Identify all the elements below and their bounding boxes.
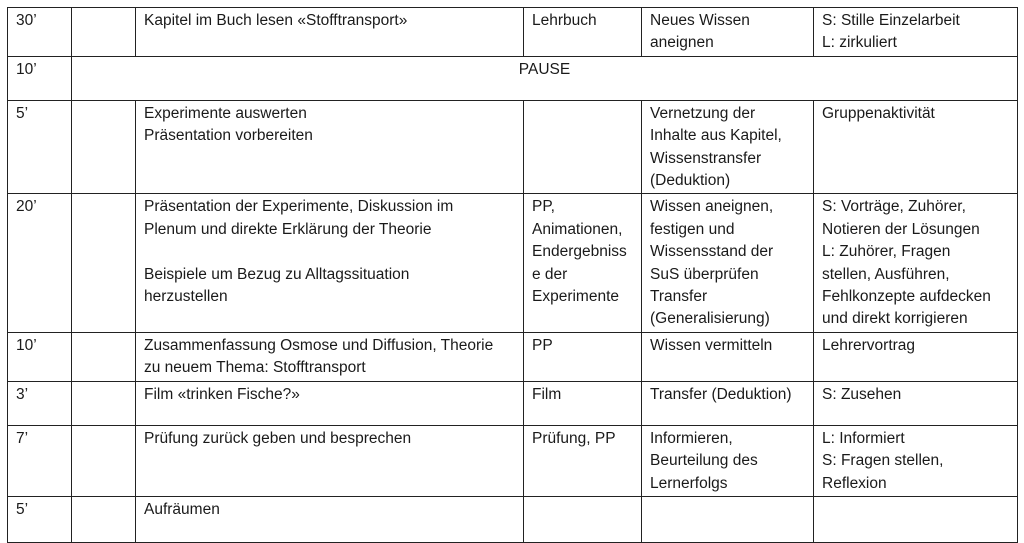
goal-line: Transfer (Deduktion) [650, 385, 792, 403]
time-value: 7’ [16, 429, 29, 447]
media-line: Prüfung, PP [532, 429, 616, 447]
activity-line: Plenum und direkte Erklärung der Theorie [144, 220, 432, 238]
goal-line: Wissenstransfer [650, 149, 762, 167]
media-line: Lehrbuch [532, 12, 597, 29]
activity-line: Prüfung zurück geben und besprechen [144, 429, 412, 447]
media-line: PP [532, 336, 553, 354]
media-cell [524, 425, 642, 496]
form-line: Reflexion [822, 474, 887, 492]
activity-line: Beispiele um Bezug zu Alltagssituation [144, 265, 410, 283]
goal-line: Wissensstand der [650, 243, 774, 261]
form-line: L: Zuhörer, Fragen [822, 243, 951, 261]
activity-line: Experimente auswerten [144, 104, 307, 122]
table-row [8, 332, 1018, 381]
activity-line: Zusammenfassung Osmose und Diffusion, Theorie [144, 336, 494, 354]
empty-cell [72, 194, 136, 332]
media-line: Animationen, [532, 220, 623, 238]
form-line: Lehrervortrag [822, 336, 916, 354]
form-cell [814, 8, 1018, 57]
table-row [8, 425, 1018, 496]
time-cell [8, 56, 72, 100]
activity-line: zu neuem Thema: Stofftransport [144, 359, 366, 377]
activity-line: Kapitel im Buch lesen «Stofftransport» [144, 12, 408, 29]
form-line: S: Stille Einzelarbeit [822, 12, 960, 29]
table-row [8, 8, 1018, 57]
pause-label: PAUSE [518, 60, 571, 78]
goal-line: festigen und [650, 220, 735, 238]
form-line: L: Informiert [822, 429, 905, 447]
empty-cell [72, 100, 136, 194]
time-cell [8, 425, 72, 496]
goal-cell [642, 381, 814, 425]
table-row [8, 381, 1018, 425]
goal-line: Wissen vermitteln [650, 336, 773, 354]
goal-line: Informieren, [650, 429, 733, 447]
time-value: 30’ [16, 12, 37, 29]
form-cell [814, 100, 1018, 194]
form-line: Notieren der Lösungen [822, 220, 980, 238]
form-line: S: Fragen stellen, [822, 452, 944, 470]
activity-cell [136, 194, 524, 332]
goal-line: aneignen [650, 34, 714, 52]
table-row [8, 100, 1018, 194]
time-value: 5’ [16, 500, 29, 518]
activity-line: Film «trinken Fische?» [144, 385, 300, 403]
time-cell [8, 8, 72, 57]
time-cell [8, 100, 72, 194]
goal-line: (Deduktion) [650, 172, 731, 190]
form-line: und direkt korrigieren [822, 310, 968, 328]
media-line: PP, [532, 198, 555, 216]
activity-cell [136, 100, 524, 194]
goal-line: Beurteilung des [650, 452, 758, 470]
media-cell [524, 8, 642, 57]
time-cell [8, 332, 72, 381]
form-line: Fehlkonzepte aufdecken [822, 288, 991, 306]
activity-line: Aufräumen [144, 500, 220, 518]
form-line: S: Zusehen [822, 385, 902, 403]
activity-cell [136, 381, 524, 425]
activity-line: Präsentation der Experimente, Diskussion im [144, 198, 454, 216]
media-cell [524, 381, 642, 425]
goal-cell [642, 425, 814, 496]
form-cell [814, 381, 1018, 425]
goal-line: Neues Wissen [650, 12, 750, 29]
goal-line: SuS überprüfen [650, 265, 759, 283]
media-cell [524, 100, 642, 194]
media-line: e der [532, 265, 568, 283]
goal-cell [642, 100, 814, 194]
empty-cell [72, 332, 136, 381]
form-cell [814, 425, 1018, 496]
table-row [8, 56, 1018, 100]
empty-cell [72, 8, 136, 57]
time-value: 5’ [16, 104, 29, 122]
activity-cell [136, 8, 524, 57]
form-cell [814, 332, 1018, 381]
goal-cell [642, 194, 814, 332]
goal-cell [642, 8, 814, 57]
time-value: 20’ [16, 198, 37, 216]
goal-line: Lernerfolgs [650, 474, 728, 492]
time-value: 3’ [16, 385, 29, 403]
media-line: Experimente [532, 288, 620, 306]
table-row [8, 194, 1018, 332]
activity-line: herzustellen [144, 288, 228, 306]
media-cell [524, 332, 642, 381]
goal-line: (Generalisierung) [650, 310, 770, 328]
time-value: 10’ [16, 336, 37, 354]
empty-cell [72, 381, 136, 425]
time-value: 10’ [16, 60, 37, 78]
activity-line: Präsentation vorbereiten [144, 127, 313, 145]
pause-cell [72, 56, 1018, 100]
goal-cell [642, 332, 814, 381]
goal-line: Vernetzung der [650, 104, 756, 122]
media-line: Endergebniss [532, 243, 627, 261]
form-line: L: zirkuliert [822, 34, 897, 52]
lesson-plan-table [7, 7, 1018, 543]
media-cell [524, 194, 642, 332]
empty-cell [72, 425, 136, 496]
goal-line: Transfer [650, 288, 708, 306]
blank-line [144, 241, 515, 263]
activity-cell [136, 425, 524, 496]
form-line: Gruppenaktivität [822, 104, 935, 122]
goal-line: Wissen aneignen, [650, 198, 774, 216]
form-cell [814, 194, 1018, 332]
goal-line: Inhalte aus Kapitel, [650, 127, 782, 145]
form-line: stellen, Ausführen, [822, 265, 950, 283]
time-cell [8, 381, 72, 425]
time-cell [8, 194, 72, 332]
media-line: Film [532, 385, 562, 403]
lesson-plan-body [8, 8, 1018, 543]
activity-cell [136, 332, 524, 381]
form-line: S: Vorträge, Zuhörer, [822, 198, 966, 216]
